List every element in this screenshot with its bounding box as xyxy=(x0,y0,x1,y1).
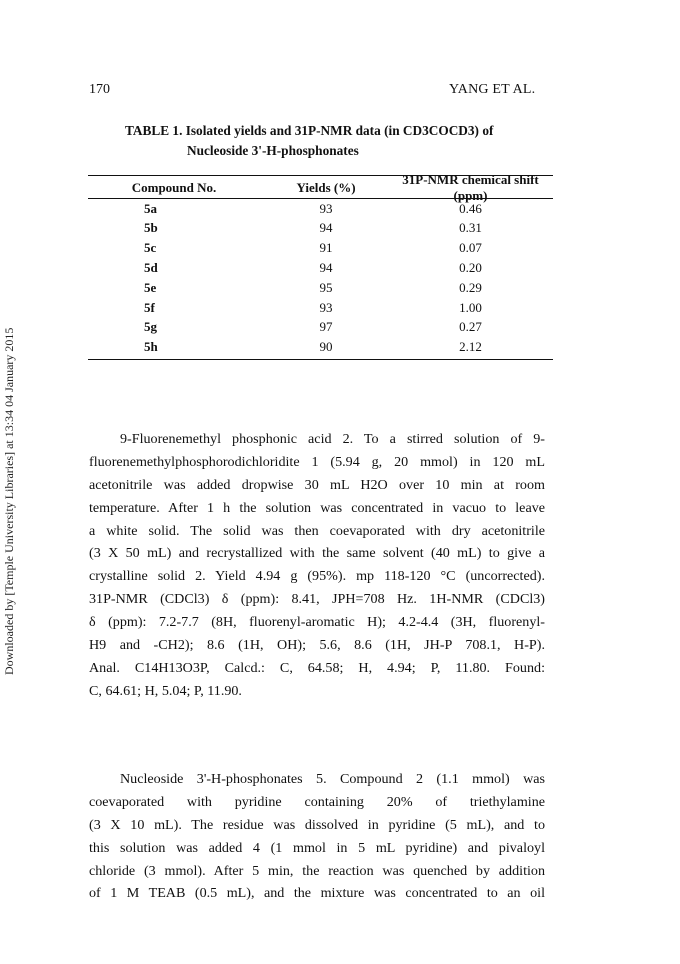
cell-yield: 94 xyxy=(319,260,333,276)
text-line: of 1 M TEAB (0.5 mL), and the mixture was concentrated to an oil xyxy=(89,885,545,902)
cell-compound: 5a xyxy=(144,200,157,216)
text-line: acetonitrile was added dropwise 30 mL H2O over 10 min at room xyxy=(89,476,545,493)
table-body xyxy=(88,199,553,357)
cell-yield: 93 xyxy=(319,200,333,216)
cell-shift: 2.12 xyxy=(459,339,482,355)
cell-compound: 5g xyxy=(144,319,157,335)
table-row xyxy=(88,298,553,318)
text-line: (3 X 50 mL) and recrystallized with the same solvent (40 mL) to give a xyxy=(89,545,545,562)
table-row xyxy=(88,219,553,239)
text-line: δ (ppm): 7.2-7.7 (8H, fluorenyl-aromatic H); 4.2-4.4 (3H, fluorenyl- xyxy=(89,614,545,631)
table-header-row xyxy=(88,171,553,203)
cell-yield: 91 xyxy=(319,240,333,256)
text-line: Anal. C14H13O3P, Calcd.: C, 64.58; H, 4.94; P, 11.80. Found: xyxy=(89,659,545,676)
header-yield: Yields (%) xyxy=(296,179,356,195)
text-line: Nucleoside 3'-H-phosphonates 5. Compound 2 (1.1 mmol) was xyxy=(120,771,545,787)
text-line: chloride (3 mmol). After 5 min, the reaction was quenched by addition xyxy=(89,862,545,879)
header-shift: 31P-NMR chemical shift (ppm) xyxy=(402,171,539,203)
table-row xyxy=(88,337,553,357)
text-line: C, 64.61; H, 5.04; P, 11.90. xyxy=(89,682,242,699)
paragraph-fluorenemethyl-phosphonic-acid xyxy=(89,428,545,703)
cell-compound: 5b xyxy=(144,220,158,236)
results-table xyxy=(88,171,553,360)
table-caption-line-1: TABLE 1. Isolated yields and 31P-NMR data (in CD3COCD3) of xyxy=(125,123,494,138)
cell-yield: 90 xyxy=(319,339,333,355)
download-watermark-text: Downloaded by [Temple University Libraries] at 13:34 04 January 2015 xyxy=(2,327,16,675)
text-line: crystalline solid 2. Yield 4.94 g (95%). mp 118-120 °C (uncorrected). xyxy=(89,568,545,585)
table-row xyxy=(88,238,553,258)
table-row xyxy=(88,258,553,278)
text-line: 9-Fluorenemethyl phosphonic acid 2. To a stirred solution of 9- xyxy=(120,431,545,447)
table-bottom-rule xyxy=(88,359,553,360)
text-line: fluorenemethylphosphorodichloridite 1 (5.94 g, 20 mmol) in 120 mL xyxy=(89,453,545,470)
paragraph-nucleoside-h-phosphonates xyxy=(89,768,545,905)
text-line: H9 and -CH2); 8.6 (1H, OH); 5.6, 8.6 (1H, JH-P 708.1, H-P). xyxy=(89,637,545,654)
cell-shift: 0.07 xyxy=(459,240,482,256)
table-row xyxy=(88,318,553,338)
cell-shift: 0.27 xyxy=(459,319,482,335)
cell-shift: 0.31 xyxy=(459,220,482,236)
cell-compound: 5d xyxy=(144,260,158,276)
table-caption-line-2: Nucleoside 3'-H-phosphonates xyxy=(187,143,359,158)
cell-shift: 0.46 xyxy=(459,200,482,216)
download-watermark xyxy=(0,0,24,964)
text-line: 31P-NMR (CDCl3) δ (ppm): 8.41, JPH=708 Hz. 1H-NMR (CDCl3) xyxy=(89,591,545,608)
running-head: YANG ET AL. xyxy=(449,82,536,97)
text-line: this solution was added 4 (1 mmol in 5 mL pyridine) and pivaloyl xyxy=(89,839,545,856)
table-caption xyxy=(125,121,493,161)
cell-shift: 0.29 xyxy=(459,279,482,295)
text-line: (3 X 10 mL). The residue was dissolved in pyridine (5 mL), and to xyxy=(89,816,545,833)
cell-yield: 93 xyxy=(319,299,333,315)
text-line: a white solid. The solid was then coevaporated with dry acetonitrile xyxy=(89,522,545,539)
cell-compound: 5c xyxy=(144,240,157,256)
table-row xyxy=(88,278,553,298)
cell-compound: 5e xyxy=(144,279,157,295)
page-number: 170 xyxy=(89,82,110,97)
cell-shift: 1.00 xyxy=(459,299,482,315)
header-compound: Compound No. xyxy=(131,179,217,195)
table-row xyxy=(88,199,553,219)
cell-shift: 0.20 xyxy=(459,260,482,276)
cell-compound: 5f xyxy=(144,299,155,315)
text-line: coevaporated with pyridine containing 20% of triethylamine xyxy=(89,793,545,810)
cell-yield: 97 xyxy=(319,319,333,335)
cell-compound: 5h xyxy=(144,339,158,355)
cell-yield: 94 xyxy=(319,220,333,236)
text-line: temperature. After 1 h the solution was concentrated in vacuo to leave xyxy=(89,499,545,516)
cell-yield: 95 xyxy=(319,279,333,295)
